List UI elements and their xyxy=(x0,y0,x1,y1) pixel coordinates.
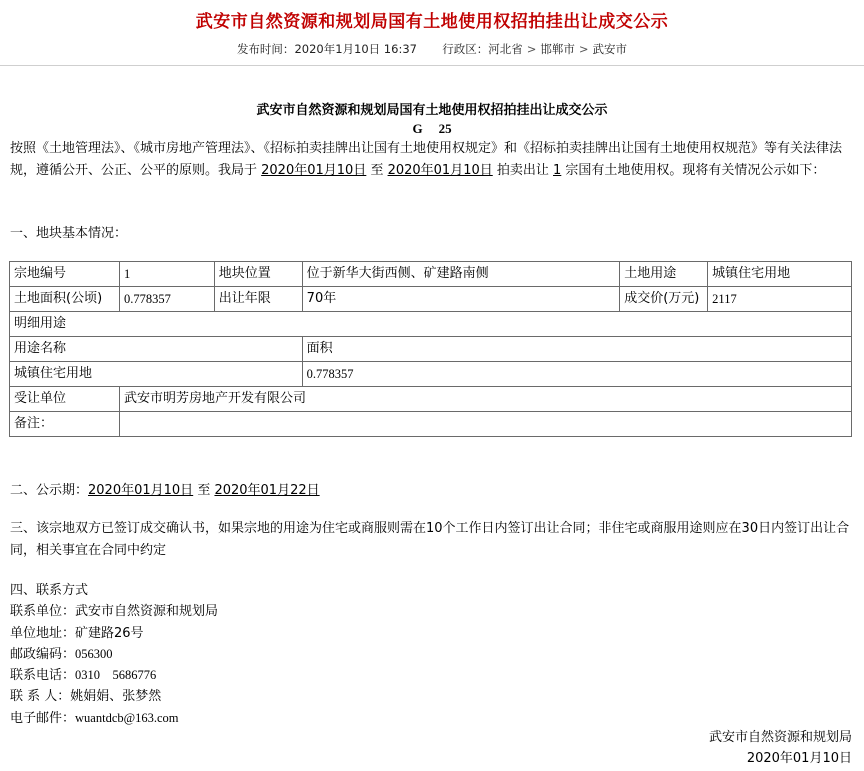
table-row xyxy=(10,362,852,387)
location-value: 位于新华大街西侧、矿建路南侧 xyxy=(302,262,620,287)
parcel-count: 1 xyxy=(553,162,562,178)
section2 xyxy=(10,480,858,502)
area-label: 土地面积(公顷) xyxy=(10,287,120,312)
publish-label: 发布时间： xyxy=(236,42,295,56)
use-value: 城镇住宅用地 xyxy=(708,262,852,287)
to-word: 至 xyxy=(193,483,215,498)
publicity-from: 2020年01月10日 xyxy=(88,483,194,498)
email-link[interactable]: wuantdcb@163.com xyxy=(75,710,179,725)
detail-use-label: 明细用途 xyxy=(10,312,852,337)
contact-unit: 联系单位：武安市自然资源和规划局 xyxy=(10,604,219,620)
detail-use-value: 城镇住宅用地 xyxy=(10,362,303,387)
parcel-no-label: 宗地编号 xyxy=(10,262,120,287)
g-label: G xyxy=(412,121,423,136)
publicity-period-label: 二、公示期： xyxy=(10,483,89,498)
intro-text: 拍卖出让 xyxy=(492,162,554,178)
breadcrumb-separator: > xyxy=(526,42,537,56)
area-value: 0.778357 xyxy=(119,287,214,312)
contact-postcode: 邮政编码：056300 xyxy=(10,646,113,662)
page-title: 武安市自然资源和规划局国有土地使用权招拍挂出让成交公示 xyxy=(195,12,669,32)
contact-heading: 四、联系方式 xyxy=(10,583,89,598)
signature-org: 武安市自然资源和规划局 xyxy=(708,730,852,745)
header-divider xyxy=(0,65,864,66)
price-value: 2117 xyxy=(708,287,852,312)
signature xyxy=(709,727,852,769)
notice-number xyxy=(0,121,864,137)
location-label: 地块位置 xyxy=(214,262,302,287)
contact-address: 单位地址：矿建路26号 xyxy=(10,625,144,641)
table-row xyxy=(10,337,852,362)
auction-date-from: 2020年01月10日 xyxy=(261,162,367,178)
intro-text: 按照《土地管理法》、《城市房地产管理法》、《招标拍卖挂牌出让国有土地使用权规定》和《招标拍卖挂牌出让国有土地使用权规范》等有关法律法规，遵循公开、公正、公平的原则。我局于 xyxy=(10,141,843,178)
publish-time: 2020年1月10日 16:37 xyxy=(294,42,417,56)
table-row xyxy=(10,312,852,337)
publish-meta xyxy=(0,41,864,57)
breadcrumb-separator: > xyxy=(578,42,589,56)
to-word: 至 xyxy=(366,162,388,178)
notice-title: 武安市自然资源和规划局国有土地使用权招拍挂出让成交公示 xyxy=(256,103,608,118)
use-label: 土地用途 xyxy=(620,262,708,287)
breadcrumb-province[interactable]: 河北省 xyxy=(488,42,523,56)
section1-heading: 一、地块基本情况： xyxy=(10,226,128,241)
parcel-no: 1 xyxy=(119,262,214,287)
recipient-value: 武安市明芳房地产开发有限公司 xyxy=(119,387,851,412)
g-number: 25 xyxy=(438,121,452,136)
remark-label: 备注： xyxy=(10,412,120,437)
land-info-table xyxy=(9,261,852,437)
breadcrumb xyxy=(488,42,627,56)
breadcrumb-city[interactable]: 邯郸市 xyxy=(540,42,575,56)
region-label: 行政区： xyxy=(442,42,489,56)
breadcrumb-county[interactable]: 武安市 xyxy=(592,42,628,56)
remark-value xyxy=(119,412,851,437)
contact-section xyxy=(10,580,218,729)
intro-text: 宗国有土地使用权。现将有关情况公示如下： xyxy=(561,162,826,178)
intro-paragraph xyxy=(10,138,858,181)
recipient-label: 受让单位 xyxy=(10,387,120,412)
table-row xyxy=(10,262,852,287)
signature-date: 2020年01月10日 xyxy=(746,751,852,766)
auction-date-to: 2020年01月10日 xyxy=(387,162,493,178)
price-label: 成交价(万元) xyxy=(620,287,708,312)
table-row xyxy=(10,412,852,437)
section3: 三、该宗地双方已签订成交确认书，如果宗地的用途为住宅或商服则需在10个工作日内签订出让合同；非住宅或商服用途则应在30日内签订出让合同，相关事宜在合同中约定 xyxy=(10,521,850,558)
contact-email: 电子邮件：wuantdcb@163.com xyxy=(10,710,179,726)
table-row xyxy=(10,287,852,312)
publicity-to: 2020年01月22日 xyxy=(214,483,320,498)
term-value: 70年 xyxy=(302,287,620,312)
use-name-header: 用途名称 xyxy=(10,337,303,362)
contact-person: 联 系 人：姚娟娟、张梦然 xyxy=(10,689,162,705)
term-label: 出让年限 xyxy=(214,287,302,312)
contact-phone: 联系电话：0310 5686776 xyxy=(10,668,157,684)
detail-area-value: 0.778357 xyxy=(302,362,851,387)
area-header: 面积 xyxy=(302,337,851,362)
table-row xyxy=(10,387,852,412)
